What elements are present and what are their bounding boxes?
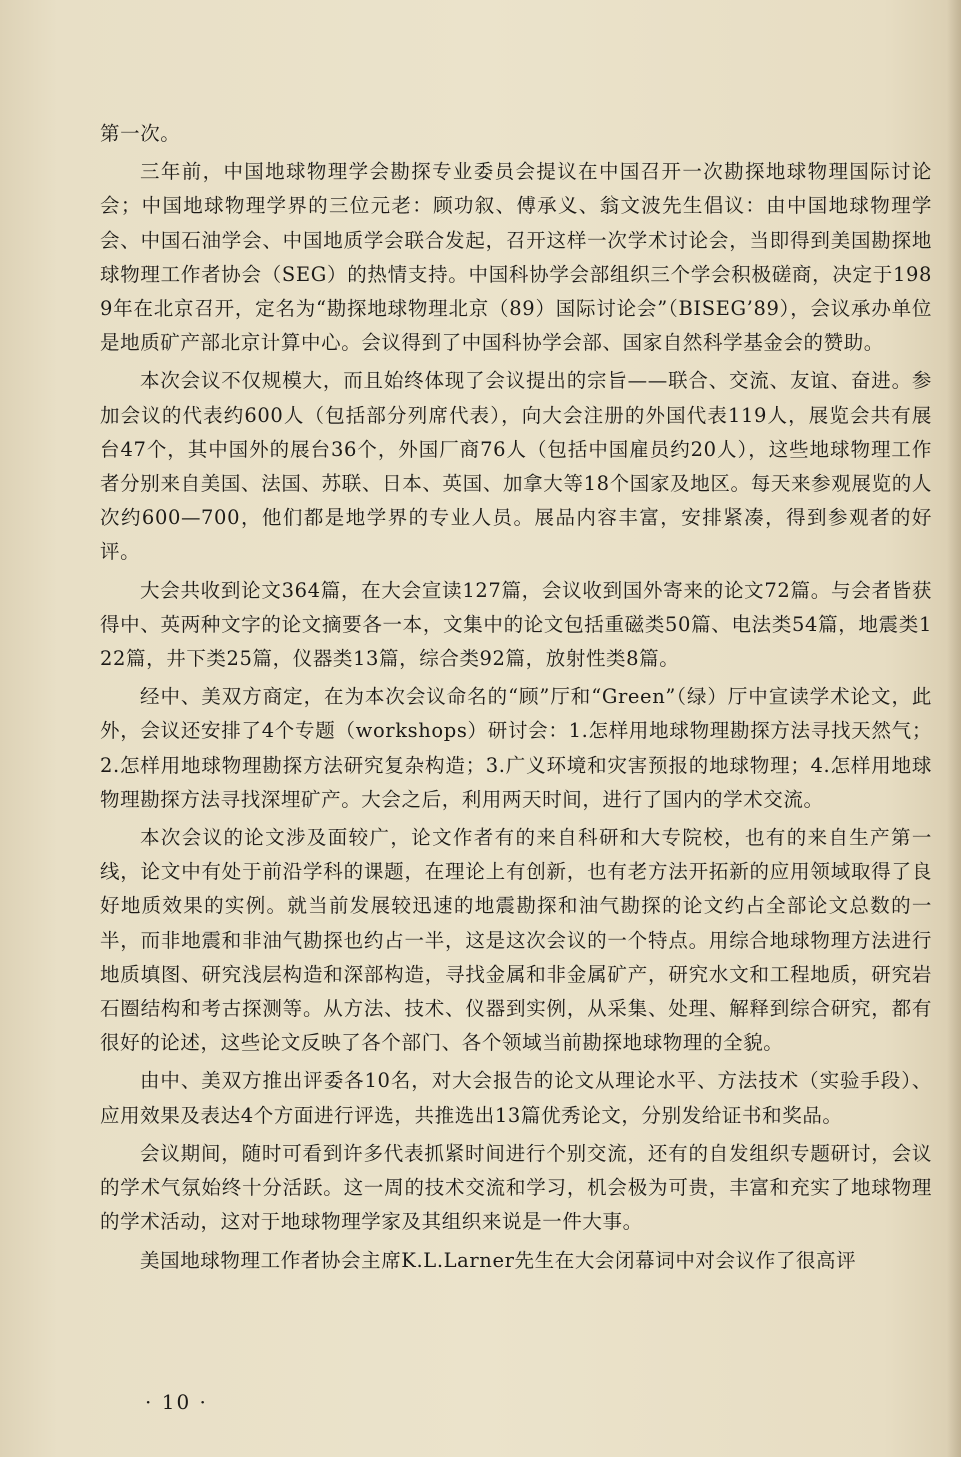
page-number: · 10 · — [145, 1390, 208, 1414]
page-edge-shadow — [947, 0, 961, 1457]
paragraph-paper-scope: 本次会议的论文涉及面较广，论文作者有的来自科研和大专院校，也有的来自生产第一线，论文中有处于前沿学科的课题，在理论上有创新，也有老方法开拓新的应用领域取得了良好地质效果的实例。就当前发展较迅速的地震勘探和油气勘探的论文约占全部论文总数的一半，而非地震和非油气勘探也约占一半，这是这次会议的一个特点。用综合地球物理方法进行地质填图、研究浅层构造和深部构造，寻找金属和非金属矿产，研究水文和工程地质，研究岩石圈结构和考古探测等。从方法、技术、仪器到实例，从采集、处理、解释到综合研究，都有很好的论述，这些论文反映了各个部门、各个领域当前勘探地球物理的全貌。 — [100, 826, 932, 1055]
paragraph-closing-remarks: 美国地球物理工作者协会主席K.L.Larner先生在大会闭幕词中对会议作了很高评 — [140, 1248, 857, 1272]
paragraph-academic-atmosphere: 会议期间，随时可看到许多代表抓紧时间进行个别交流，还有的自发组织专题研讨，会议的学术气氛始终十分活跃。这一周的技术交流和学习，机会极为可贵，丰富和充实了地球物理的学术活动，这对于地球物理学家及其组织来说是一件大事。 — [100, 1141, 932, 1234]
paragraph-awards: 由中、美双方推出评委各10名，对大会报告的论文从理论水平、方法技术（实验手段）、应用效果及表达4个方面进行评选，共推选出13篇优秀论文，分别发给证书和奖品。 — [100, 1069, 932, 1127]
paragraph-conference-origin: 三年前，中国地球物理学会勘探专业委员会提议在中国召开一次勘探地球物理国际讨论会；中国地球物理学界的三位元老：顾功叙、傅承义、翁文波先生倡议：由中国地球物理学会、中国石油学会、中国地质学会联合发起，召开这样一次学术讨论会，当即得到美国勘探地球物理工作者协会（SEG）的热情支持。中国科协学会部组织三个学会积极磋商，决定于1989年在北京召开，定名为“勘探地球物理北京（89）国际讨论会”（BISEG’89），会议承办单位是地质矿产部北京计算中心。会议得到了中国科协学会部、国家自然科学基金会的赞助。 — [100, 160, 932, 355]
paragraph-workshops: 经中、美双方商定，在为本次会议命名的“顾”厅和“Green”（绿）厅中宣读学术论文，此外，会议还安排了4个专题（workshops）研讨会：1.怎样用地球物理勘探方法寻找天然气；2.怎样用地球物理勘探方法研究复杂构造；3.广义环境和灾害预报的地球物理；4.怎样用地球物理勘探方法寻找深埋矿产。大会之后，利用两天时间，进行了国内的学术交流。 — [100, 685, 932, 811]
paragraph-conference-scale: 本次会议不仅规模大，而且始终体现了会议提出的宗旨——联合、交流、友谊、奋进。参加会议的代表约600人（包括部分列席代表），向大会注册的外国代表119人，展览会共有展台47个，其中国外的展台36个，外国厂商76人（包括中国雇员约20人），这些地球物理工作者分别来自美国、法国、苏联、日本、英国、加拿大等18个国家及地区。每天来参观展览的人次约600—700，他们都是地学界的专业人员。展品内容丰富，安排紧凑，得到参观者的好评。 — [100, 369, 932, 564]
paragraph-paper-counts: 大会共收到论文364篇，在大会宣读127篇，会议收到国外寄来的论文72篇。与会者皆获得中、英两种文字的论文摘要各一本，文集中的论文包括重磁类50篇、电法类54篇，地震类122篇，井下类25篇，仪器类13篇，综合类92篇，放射性类8篇。 — [100, 578, 932, 671]
body-text — [100, 117, 932, 1278]
paragraph-continuation: 第一次。 — [100, 122, 181, 145]
